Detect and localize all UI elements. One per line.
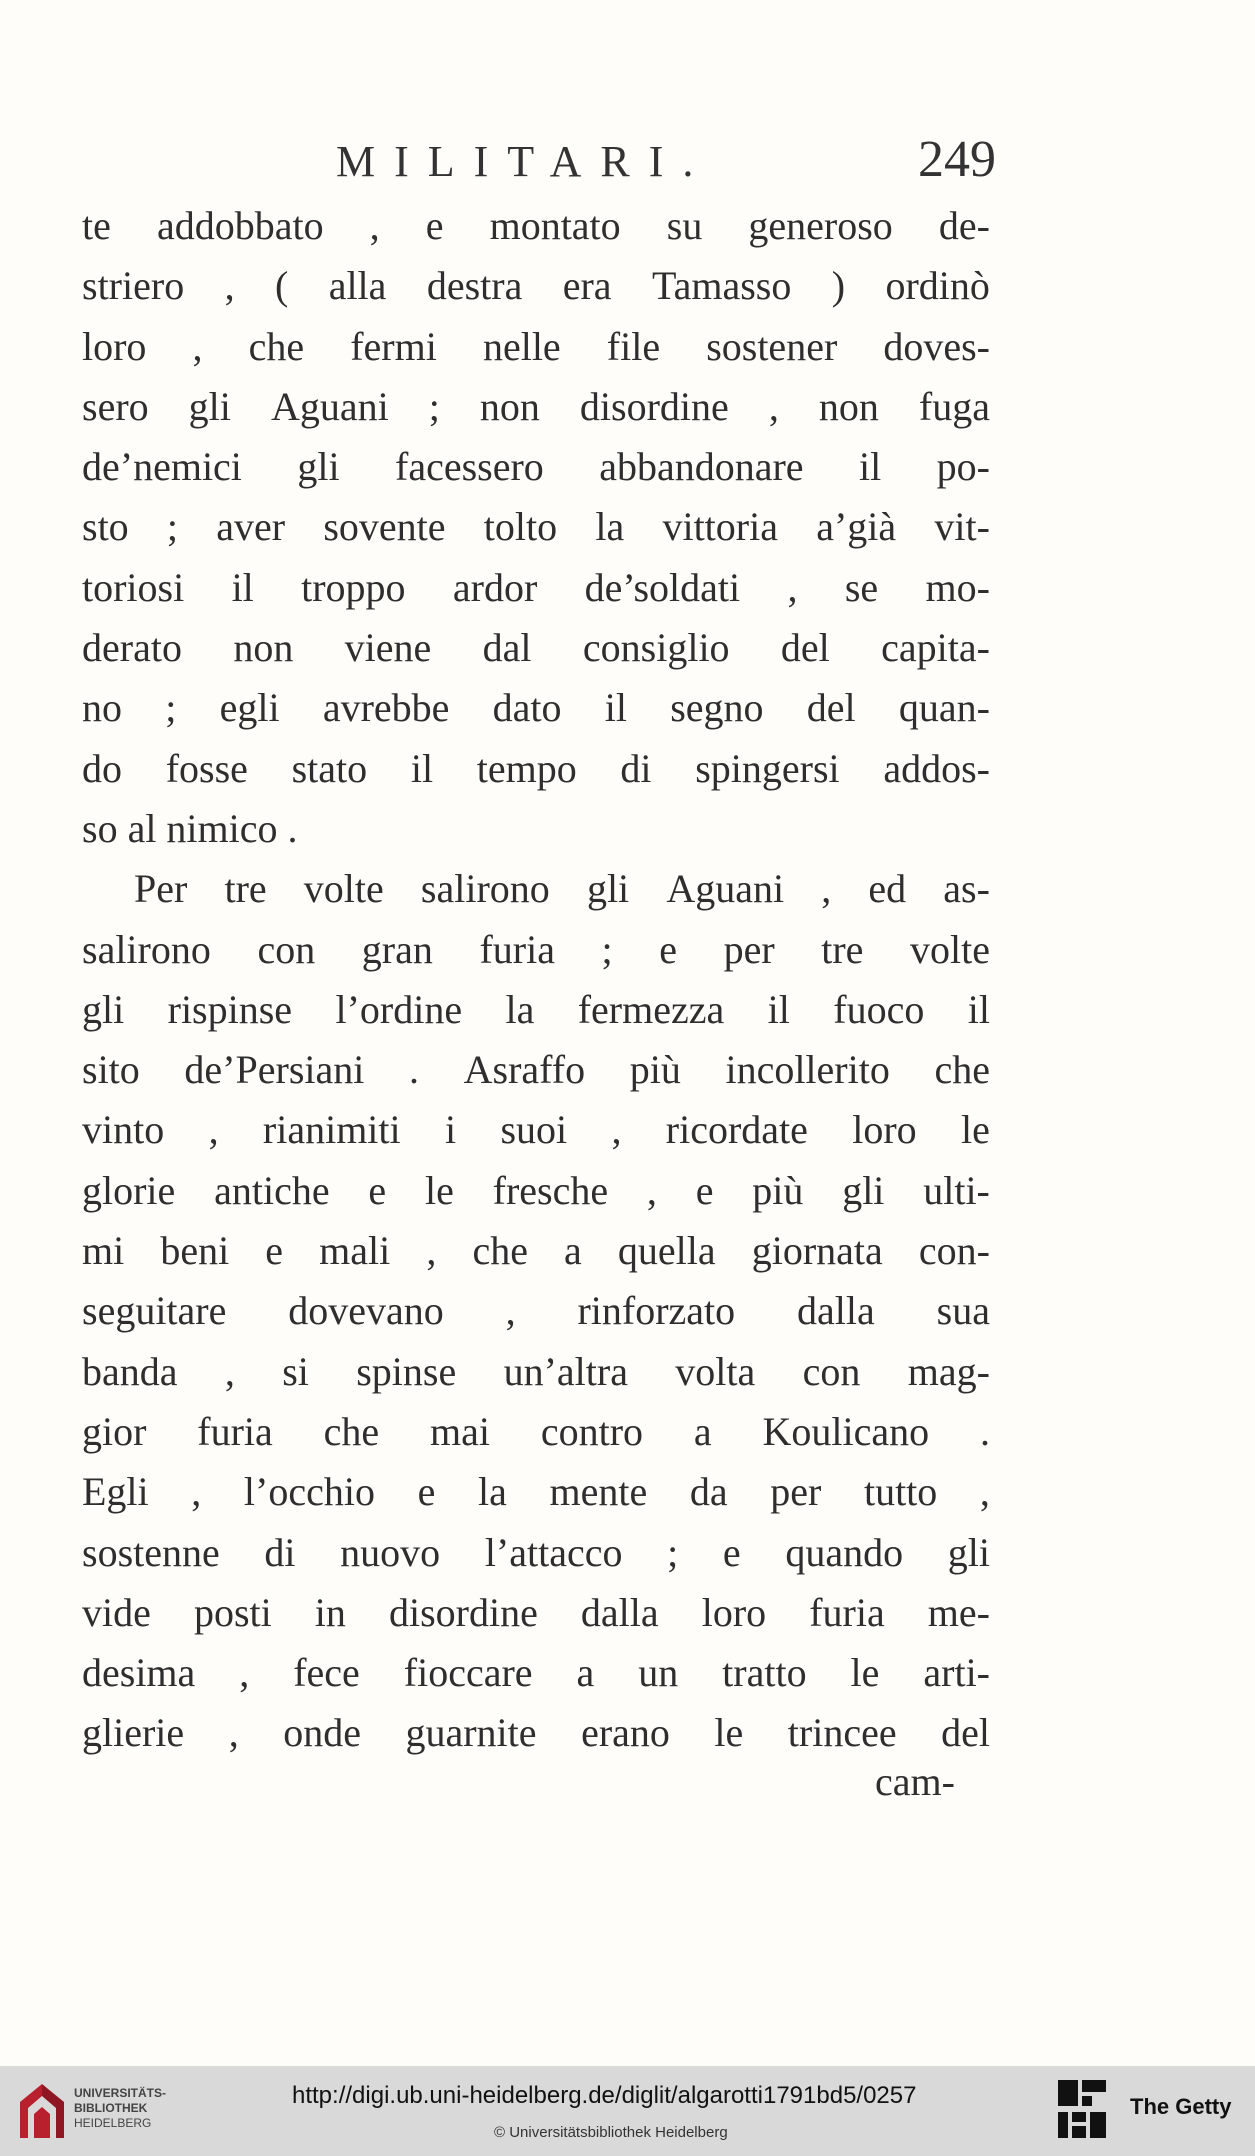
body-text: [82, 196, 990, 1764]
text-line: striero , ( alla destra era Tamasso ) ordinò: [82, 263, 990, 309]
text-line: Per tre volte salirono gli Aguani , ed as-: [134, 866, 990, 912]
source-link[interactable]: http://digi.ub.uni-heidelberg.de/diglit/algarotti1791bd5/0257: [292, 2082, 917, 2109]
text-line: gior furia che mai contro a Koulicano .: [82, 1408, 990, 1454]
copyright-text: © Universitätsbibliothek Heidelberg: [494, 2124, 728, 2141]
catchword: cam-: [875, 1759, 955, 1804]
university-logo-icon: [14, 2080, 70, 2142]
text-line: seguitare dovevano , rinforzato dalla sua: [82, 1288, 990, 1334]
text-line: Egli , l’occhio e la mente da per tutto ,: [82, 1469, 990, 1515]
running-title: MILITARI.: [336, 137, 713, 186]
text-line: derato non viene dal consiglio del capita-: [82, 625, 990, 671]
text-line: vinto , rianimiti i suoi , ricordate loro le: [82, 1107, 990, 1153]
text-line: glierie , onde guarnite erano le trincee del: [82, 1710, 990, 1756]
text-line: sero gli Aguani ; non disordine , non fuga: [82, 383, 990, 429]
partner-name: The Getty: [1130, 2094, 1232, 2119]
text-line: salirono con gran furia ; e per tre volte: [82, 926, 990, 972]
text-line: sito de’Persiani . Asraffo più incollerito che: [82, 1047, 990, 1093]
text-line: sostenne di nuovo l’attacco ; e quando gli: [82, 1529, 990, 1575]
text-line: no ; egli avrebbe dato il segno del quan-: [82, 685, 990, 731]
library-name: [74, 2086, 166, 2131]
text-line: glorie antiche e le fresche , e più gli ulti-: [82, 1167, 990, 1213]
library-name-line: BIBLIOTHEK: [74, 2101, 148, 2115]
text-line: toriosi il troppo ardor de’soldati , se mo-: [82, 564, 990, 610]
getty-logo-icon: [1056, 2078, 1108, 2142]
text-line: mi beni e mali , che a quella giornata con-: [82, 1228, 990, 1274]
running-head: [336, 131, 996, 196]
text-line: desima , fece fioccare a un tratto le arti-: [82, 1650, 990, 1696]
text-line: do fosse stato il tempo di spingersi addos-: [82, 745, 990, 791]
text-line: gli rispinse l’ordine la fermezza il fuoco il: [82, 986, 990, 1032]
footer-bar: [0, 2066, 1255, 2156]
page-number: 249: [918, 131, 996, 188]
text-line: banda , si spinse un’altra volta con mag-: [82, 1348, 990, 1394]
text-line: de’nemici gli facessero abbandonare il po-: [82, 444, 990, 490]
text-line: vide posti in disordine dalla loro furia me-: [82, 1589, 990, 1635]
text-line: sto ; aver sovente tolto la vittoria a’già vit-: [82, 504, 990, 550]
library-name-line: HEIDELBERG: [74, 2116, 152, 2130]
text-line: te addobbato , e montato su generoso de-: [82, 203, 990, 248]
library-name-line: UNIVERSITÄTS-: [74, 2086, 167, 2100]
text-line: loro , che fermi nelle file sostener doves-: [82, 323, 990, 369]
text-line: so al nimico .: [82, 805, 298, 851]
